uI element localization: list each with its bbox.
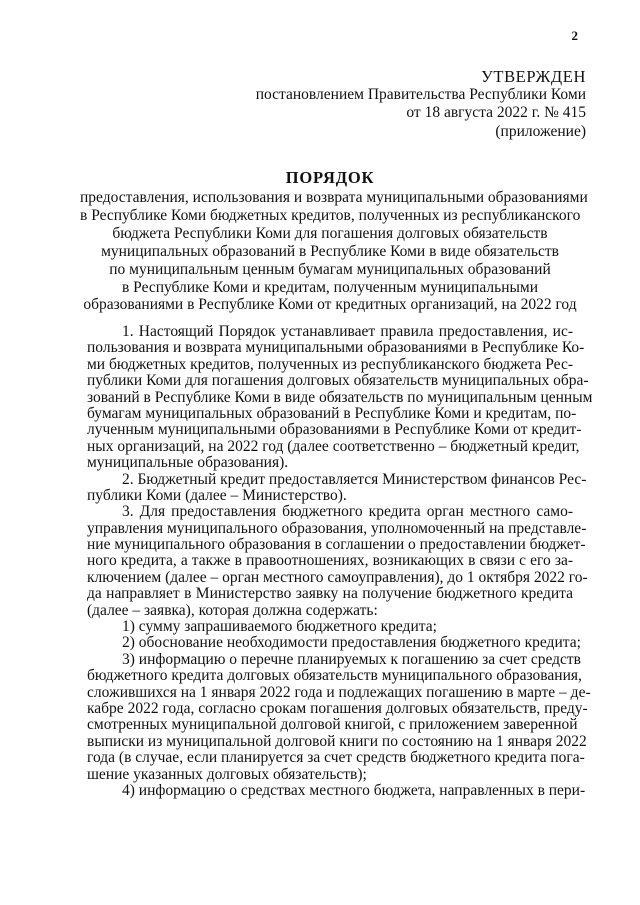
body-text-line: муниципальные образования). — [87, 454, 289, 472]
document-title: ПОРЯДОК — [285, 168, 375, 187]
body-text-line: пользования и возврата муниципальными образованиями в Республике Ко- — [87, 339, 585, 357]
body-text-line: 2) обоснование необходимости предоставления бюджетного кредита; — [122, 634, 581, 652]
approval-line: (приложение) — [495, 122, 586, 140]
document-subtitle — [80, 189, 588, 314]
body-text-line: 3) информацию о перечне планируемых к погашению за счет средств — [122, 650, 581, 668]
subtitle-line: бюджета Республики Коми для погашения долговых обязательств — [112, 224, 548, 242]
document-body — [87, 323, 593, 799]
body-text-line: да направляет в Министерство заявку на получение бюджетного кредита — [87, 585, 573, 603]
body-text-line: зований в Республике Коми в виде обязательств по муниципальным ценным — [87, 388, 593, 406]
body-text-line: бюджетного кредита долговых обязательств муниципального образования, — [87, 667, 582, 685]
body-text-line: лученным муниципальными образованиями в Республике Коми от кредит- — [87, 421, 582, 439]
title-block — [80, 168, 588, 314]
body-text-line: кабре 2022 года, согласно срокам погашения долговых обязательств, преду- — [87, 699, 588, 717]
approval-stamp — [256, 68, 586, 141]
subtitle-line: по муниципальным ценным бумагам муниципальных образований — [109, 260, 551, 278]
body-text-line: ных организаций, на 2022 год (далее соответственно – бюджетный кредит, — [87, 437, 580, 455]
body-text-line: публики Коми для погашения долговых обязательств муниципальных обра- — [87, 372, 589, 390]
body-text-line: 4) информацию о средствах местного бюджета, направленных в пери- — [122, 781, 586, 799]
body-text-line: ние муниципального образования в соглашении о предоставлении бюджет- — [87, 536, 586, 554]
subtitle-line: в Республике Коми бюджетных кредитов, полученных из республиканского — [80, 206, 581, 224]
subtitle-line: муниципальных образований в Республике Коми в виде обязательств — [101, 242, 559, 260]
approval-line: от 18 августа 2022 г. № 415 — [406, 104, 586, 122]
body-text-line: 1) сумму запрашиваемого бюджетного кредита; — [122, 618, 437, 636]
body-text-line: выписки из муниципальной долговой книги по состоянию на 1 января 2022 — [87, 732, 587, 750]
body-text-line: ми бюджетных кредитов, полученных из республиканского бюджета Рес- — [87, 355, 573, 373]
body-text-line: шение указанных долговых обязательств); — [87, 765, 367, 783]
body-text-line: ключением (далее – орган местного самоуправления), до 1 октября 2022 го- — [87, 568, 588, 586]
body-text-line: сложившихся на 1 января 2022 года и подлежащих погашению в марте – де- — [87, 683, 591, 701]
approval-line: постановлением Правительства Республики Коми — [255, 86, 586, 104]
body-text-line: публики Коми (далее – Министерство). — [87, 486, 347, 504]
subtitle-line: предоставления, использования и возврата муниципальными образованиями — [80, 189, 588, 206]
body-text-line: ного кредита, а также в правоотношениях, возникающих в связи с его за- — [87, 552, 573, 570]
body-text-line: управления муниципального образования, уполномоченный на представле- — [87, 519, 587, 537]
body-text-line: 3. Для предоставления бюджетного кредита орган местного само- — [122, 503, 573, 521]
body-text-line: 2. Бюджетный кредит предоставляется Министерством финансов Рес- — [122, 470, 587, 488]
body-text-line: смотренных муниципальной долговой книгой, с приложением заверенной — [87, 716, 578, 734]
body-text-line: 1. Настоящий Порядок устанавливает правила предоставления, ис- — [122, 323, 573, 340]
subtitle-line: образованиями в Республике Коми от кредитных организаций, на 2022 год — [83, 296, 577, 314]
body-text-line: бумагам муниципальных образований в Республике Коми и кредитам, по- — [87, 404, 577, 422]
body-text-line: (далее – заявка), которая должна содержать: — [87, 601, 378, 619]
body-text-line: года (в случае, если планируется за счет средств бюджетного кредита пога- — [87, 749, 585, 767]
page-number: 2 — [571, 28, 578, 43]
approval-heading: УТВЕРЖДЕН — [481, 67, 586, 86]
subtitle-line: в Республике Коми и кредитам, полученным муниципальными — [121, 278, 539, 296]
